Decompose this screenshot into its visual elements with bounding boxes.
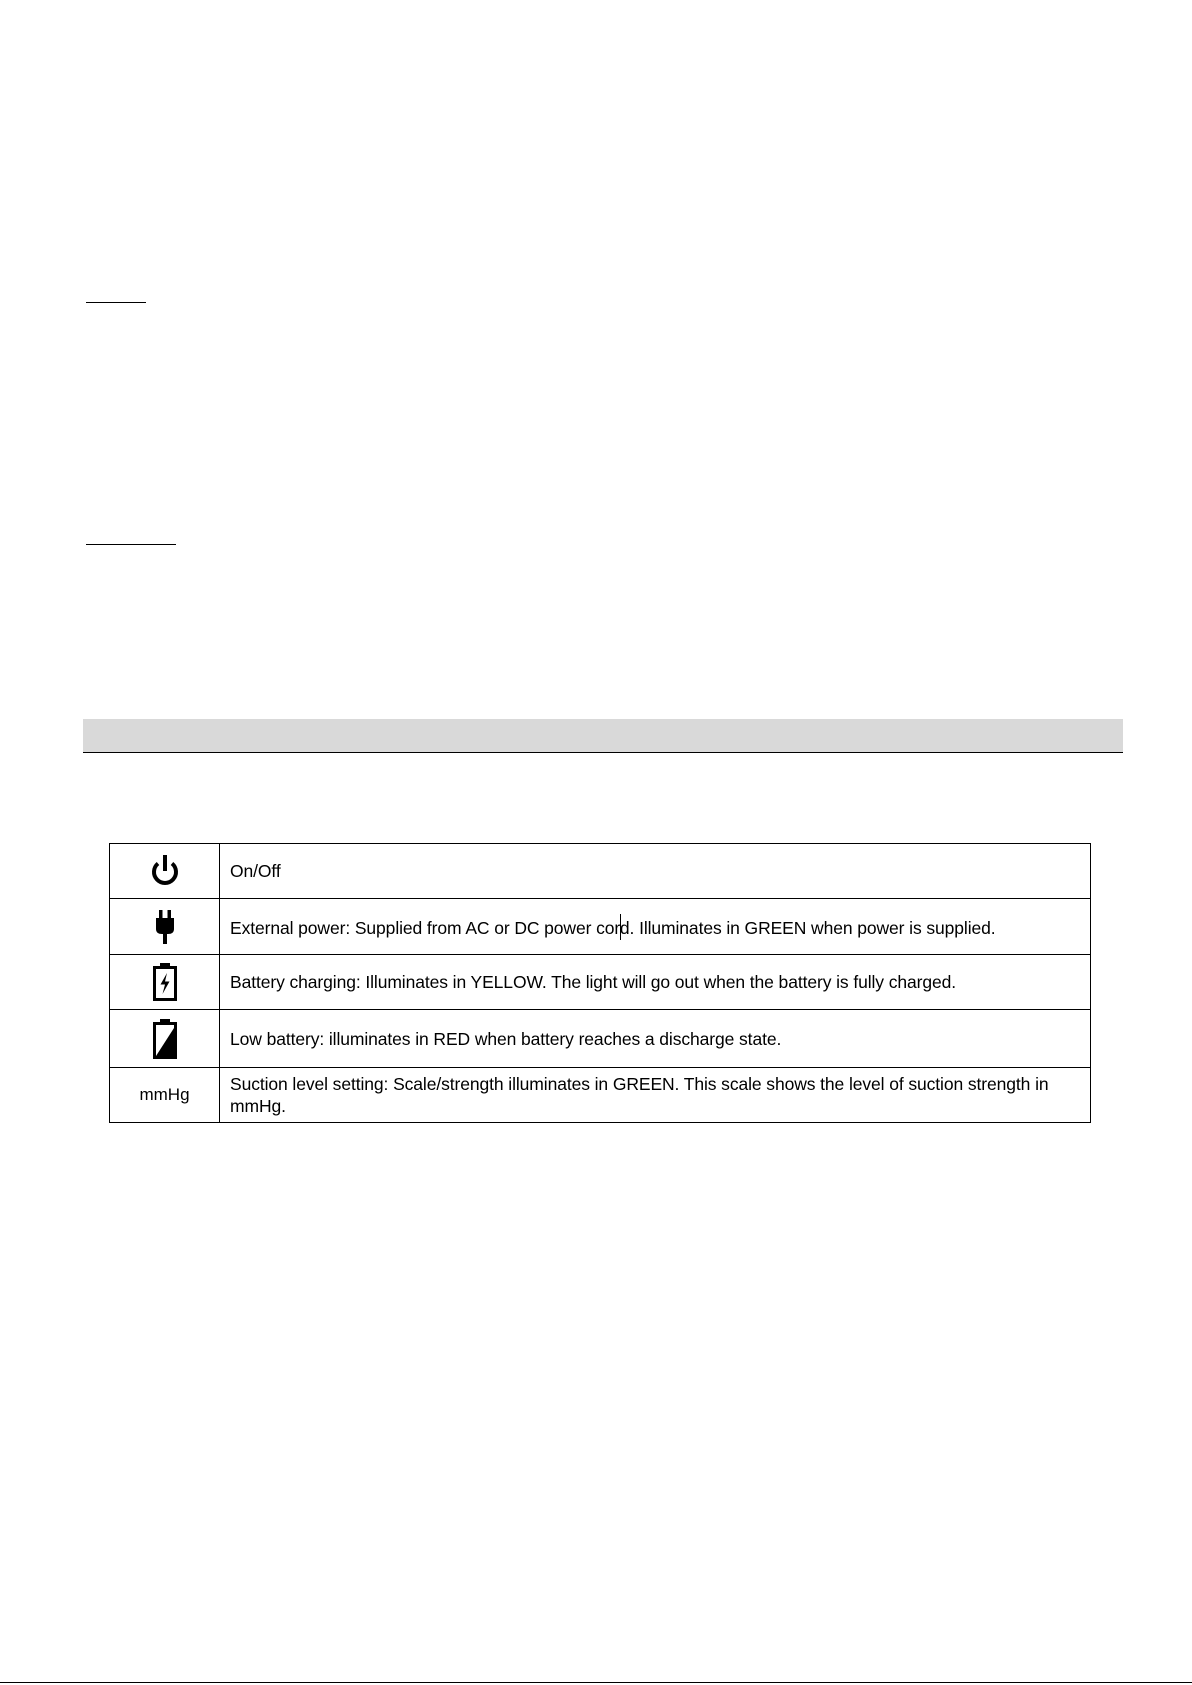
- description-text: d. Illuminates in GREEN when power is supplied.: [619, 917, 996, 938]
- icon-cell: [110, 1010, 220, 1068]
- indicator-legend-table: [109, 843, 1091, 1123]
- legend-description: Battery charging: Illuminates in YELLOW. The light will go out when the battery is fully charged.: [220, 955, 1091, 1010]
- description-text: External power: Supplied from AC or DC power cor: [230, 917, 621, 938]
- table-row: [110, 1010, 1091, 1068]
- section-heading-band: [83, 719, 1123, 753]
- icon-cell: [110, 1068, 220, 1123]
- unit-label: mmHg: [139, 1085, 190, 1104]
- legend-description: [220, 899, 1091, 955]
- icon-cell: [110, 955, 220, 1010]
- underline-stub: [86, 544, 176, 545]
- legend-description: On/Off: [220, 844, 1091, 899]
- power-icon: [147, 853, 183, 889]
- legend-description: Low battery: illuminates in RED when battery reaches a discharge state.: [220, 1010, 1091, 1068]
- icon-cell: [110, 899, 220, 955]
- low-battery-icon: [152, 1018, 178, 1060]
- icon-cell: [110, 844, 220, 899]
- underline-stub: [86, 302, 146, 303]
- table-row: [110, 844, 1091, 899]
- legend-description: Suction level setting: Scale/strength illuminates in GREEN. This scale shows the level of suction strength in mmHg.: [220, 1068, 1091, 1123]
- table-row: [110, 1068, 1091, 1123]
- battery-charging-icon: [152, 962, 178, 1002]
- page-bottom-rule: [0, 1682, 1192, 1683]
- table-row: [110, 955, 1091, 1010]
- table-row: [110, 899, 1091, 955]
- plug-icon: [154, 909, 176, 945]
